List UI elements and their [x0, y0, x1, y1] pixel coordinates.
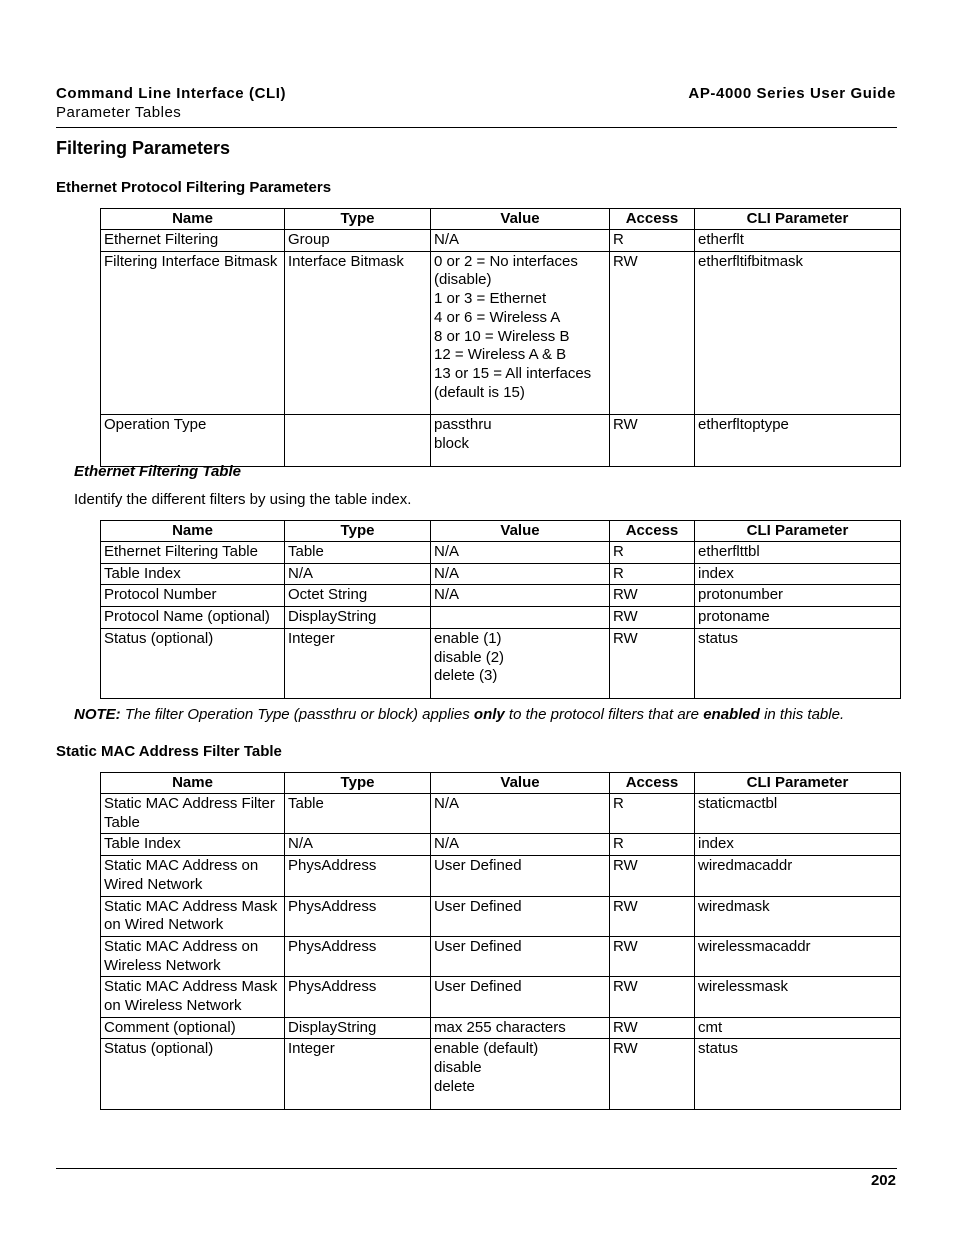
- table-row: [101, 896, 901, 936]
- cell-value: [431, 977, 610, 1017]
- cell-value: [431, 794, 610, 834]
- page-number: 202: [870, 1172, 896, 1189]
- table-header-row: [101, 521, 901, 542]
- cell-type: DisplayString: [285, 607, 431, 629]
- cell-type: N/A: [285, 834, 431, 856]
- cell-name: Static MAC Address on Wired Network: [101, 856, 285, 896]
- cell-name: Protocol Number: [101, 585, 285, 607]
- column-header-value: Value: [431, 521, 610, 542]
- cell-value: [431, 896, 610, 936]
- chapter-title: Command Line Interface (CLI): [56, 85, 287, 102]
- table-row: [101, 607, 901, 629]
- cell-cli-parameter: wirelessmacaddr: [695, 936, 901, 976]
- table-row: [101, 230, 901, 252]
- cell-cli-parameter: status: [695, 628, 901, 698]
- static-mac-heading: Static MAC Address Filter Table: [56, 743, 282, 760]
- ethernet-filtering-table-heading: Ethernet Filtering Table: [74, 463, 241, 480]
- cell-name: Status (optional): [101, 1039, 285, 1109]
- header-rule: [56, 127, 897, 128]
- cell-access: RW: [610, 896, 695, 936]
- cell-value-line: User Defined: [434, 897, 522, 915]
- cell-access: RW: [610, 1017, 695, 1039]
- cell-type: [285, 415, 431, 466]
- column-header-cli-parameter: CLI Parameter: [695, 209, 901, 230]
- cell-value: [431, 834, 610, 856]
- column-header-value: Value: [431, 773, 610, 794]
- cell-value: [431, 415, 610, 466]
- cell-value-line: 4 or 6 = Wireless A: [434, 308, 561, 326]
- cell-type: Octet String: [285, 585, 431, 607]
- note: [74, 706, 844, 723]
- cell-type: Interface Bitmask: [285, 251, 431, 415]
- cell-value-line: enable (1): [434, 629, 502, 647]
- cell-value-line: block: [434, 435, 470, 453]
- cell-name: Comment (optional): [101, 1017, 285, 1039]
- running-header-right: [688, 85, 896, 103]
- static-mac-table: [100, 772, 901, 1110]
- cell-name: Table Index: [101, 834, 285, 856]
- cell-name: Status (optional): [101, 628, 285, 698]
- column-header-cli-parameter: CLI Parameter: [695, 521, 901, 542]
- cell-value-line: 13 or 15 = All interfaces (default is 15): [434, 364, 592, 401]
- cell-value-line: enable (default): [434, 1040, 539, 1058]
- cell-value: [431, 856, 610, 896]
- table-header-row: [101, 209, 901, 230]
- footer-rule: [56, 1168, 897, 1169]
- cell-cli-parameter: status: [695, 1039, 901, 1109]
- running-header-left: [56, 85, 286, 122]
- cell-cli-parameter: etherfltoptype: [695, 415, 901, 466]
- cell-access: RW: [610, 607, 695, 629]
- cell-type: PhysAddress: [285, 856, 431, 896]
- note-emphasis: enabled: [703, 706, 760, 723]
- cell-access: RW: [610, 977, 695, 1017]
- table-row: [101, 628, 901, 698]
- cell-value-line: N/A: [434, 564, 460, 582]
- cell-type: PhysAddress: [285, 977, 431, 1017]
- cell-cli-parameter: wiredmacaddr: [695, 856, 901, 896]
- cell-value: [431, 628, 610, 698]
- table-row: [101, 1017, 901, 1039]
- cell-name: Static MAC Address Mask on Wired Network: [101, 896, 285, 936]
- cell-value-line: disable: [434, 1059, 482, 1077]
- ethernet-protocol-table: [100, 208, 901, 467]
- cell-cli-parameter: wiredmask: [695, 896, 901, 936]
- cell-access: R: [610, 542, 695, 564]
- cell-name: Static MAC Address Filter Table: [101, 794, 285, 834]
- cell-value: [431, 585, 610, 607]
- cell-access: RW: [610, 251, 695, 415]
- cell-value-line: delete (3): [434, 667, 498, 685]
- cell-name: Filtering Interface Bitmask: [101, 251, 285, 415]
- cell-type: Group: [285, 230, 431, 252]
- ethernet-protocol-heading: Ethernet Protocol Filtering Parameters: [56, 179, 332, 196]
- table-row: [101, 1039, 901, 1109]
- cell-cli-parameter: index: [695, 834, 901, 856]
- cell-value: [431, 251, 610, 415]
- cell-type: Table: [285, 794, 431, 834]
- note-emphasis: only: [473, 706, 505, 723]
- chapter-subtitle: Parameter Tables: [56, 104, 182, 121]
- cell-cli-parameter: etherflt: [695, 230, 901, 252]
- cell-cli-parameter: protoname: [695, 607, 901, 629]
- note-text: in this table.: [764, 706, 845, 723]
- cell-value: [431, 230, 610, 252]
- cell-cli-parameter: etherflttbl: [695, 542, 901, 564]
- cell-type: PhysAddress: [285, 936, 431, 976]
- cell-type: N/A: [285, 563, 431, 585]
- cell-value-line: N/A: [434, 231, 460, 248]
- cell-access: RW: [610, 1039, 695, 1109]
- cell-value-line: 12 = Wireless A & B: [434, 346, 567, 364]
- guide-title: AP-4000 Series User Guide: [688, 85, 896, 102]
- table-row: [101, 563, 901, 585]
- cell-access: RW: [610, 628, 695, 698]
- cell-value-line: User Defined: [434, 978, 522, 996]
- cell-type: Table: [285, 542, 431, 564]
- cell-access: R: [610, 794, 695, 834]
- table-row: [101, 977, 901, 1017]
- table-row: [101, 856, 901, 896]
- column-header-type: Type: [285, 521, 431, 542]
- cell-value: [431, 607, 610, 629]
- table-row: [101, 585, 901, 607]
- column-header-access: Access: [610, 521, 695, 542]
- column-header-name: Name: [101, 521, 285, 542]
- cell-value: [431, 936, 610, 976]
- note-text: to the protocol filters that are: [508, 706, 700, 723]
- cell-value: [431, 563, 610, 585]
- cell-value-line: User Defined: [434, 857, 522, 875]
- table-header-row: [101, 773, 901, 794]
- cell-cli-parameter: protonumber: [695, 585, 901, 607]
- cell-type: Integer: [285, 628, 431, 698]
- cell-value-line: passthru: [434, 416, 492, 434]
- column-header-cli-parameter: CLI Parameter: [695, 773, 901, 794]
- ethernet-filtering-table: [100, 520, 901, 699]
- cell-name: Static MAC Address Mask on Wireless Network: [101, 977, 285, 1017]
- note-label: NOTE:: [74, 706, 121, 723]
- cell-value-line: max 255 characters: [434, 1018, 566, 1036]
- cell-value: [431, 1017, 610, 1039]
- column-header-type: Type: [285, 209, 431, 230]
- cell-value: [431, 1039, 610, 1109]
- cell-type: PhysAddress: [285, 896, 431, 936]
- cell-cli-parameter: etherfltifbitmask: [695, 251, 901, 415]
- cell-value-line: delete: [434, 1077, 475, 1095]
- cell-value-line: N/A: [434, 835, 460, 853]
- cell-type: Integer: [285, 1039, 431, 1109]
- cell-value-line: 0 or 2 = No interfaces (disable): [434, 252, 578, 289]
- column-header-name: Name: [101, 773, 285, 794]
- cell-cli-parameter: cmt: [695, 1017, 901, 1039]
- note-text: The filter Operation Type (passthru or block) applies: [124, 706, 470, 723]
- table-row: [101, 415, 901, 466]
- section-title: Filtering Parameters: [56, 138, 231, 158]
- cell-value-line: N/A: [434, 795, 460, 812]
- column-header-value: Value: [431, 209, 610, 230]
- table-row: [101, 794, 901, 834]
- cell-cli-parameter: staticmactbl: [695, 794, 901, 834]
- cell-name: Table Index: [101, 563, 285, 585]
- cell-value-line: 8 or 10 = Wireless B: [434, 327, 570, 345]
- cell-cli-parameter: wirelessmask: [695, 977, 901, 1017]
- cell-value-line: N/A: [434, 543, 460, 560]
- cell-access: RW: [610, 415, 695, 466]
- cell-value-line: disable (2): [434, 648, 505, 666]
- cell-name: Static MAC Address on Wireless Network: [101, 936, 285, 976]
- table-row: [101, 936, 901, 976]
- cell-value-line: N/A: [434, 586, 460, 604]
- cell-value: [431, 542, 610, 564]
- column-header-access: Access: [610, 773, 695, 794]
- cell-value-line: 1 or 3 = Ethernet: [434, 290, 547, 308]
- ethernet-filtering-intro: Identify the different filters by using the table index.: [74, 491, 412, 508]
- cell-access: R: [610, 230, 695, 252]
- cell-access: RW: [610, 936, 695, 976]
- cell-cli-parameter: index: [695, 563, 901, 585]
- cell-value-line: User Defined: [434, 937, 522, 955]
- cell-name: Ethernet Filtering Table: [101, 542, 285, 564]
- cell-access: R: [610, 834, 695, 856]
- table-row: [101, 251, 901, 415]
- cell-name: Protocol Name (optional): [101, 607, 285, 629]
- column-header-access: Access: [610, 209, 695, 230]
- cell-access: RW: [610, 856, 695, 896]
- cell-access: R: [610, 563, 695, 585]
- cell-type: DisplayString: [285, 1017, 431, 1039]
- column-header-type: Type: [285, 773, 431, 794]
- cell-name: Operation Type: [101, 415, 285, 466]
- cell-access: RW: [610, 585, 695, 607]
- table-row: [101, 834, 901, 856]
- cell-name: Ethernet Filtering: [101, 230, 285, 252]
- table-row: [101, 542, 901, 564]
- column-header-name: Name: [101, 209, 285, 230]
